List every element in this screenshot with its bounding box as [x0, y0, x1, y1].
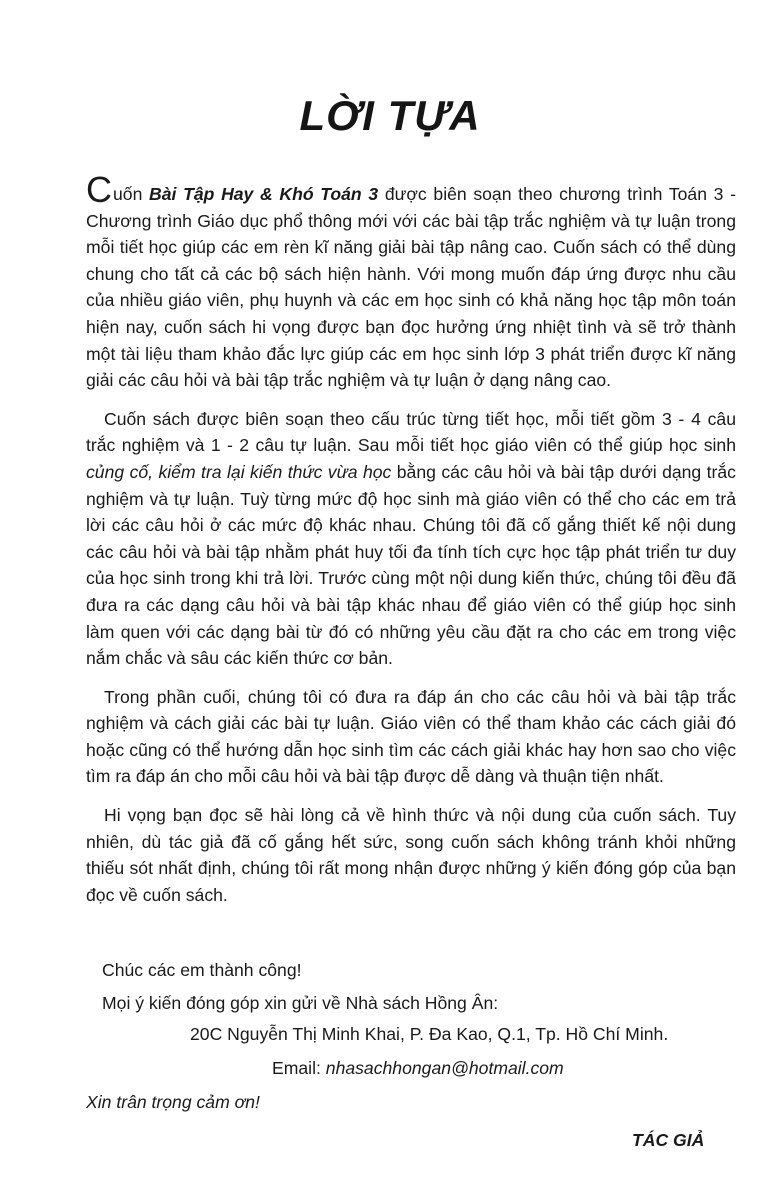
paragraph-2-lead: Cuốn sách được biên soạn theo cấu trúc từng tiết học, mỗi tiết gồm 3 - 4 câu trắc nghiệm và 1 - 2 câu tự luận. Sau mỗi tiết học giáo viên có thể giúp học sinh [86, 408, 736, 456]
paragraph-2 [86, 406, 736, 672]
thanks-line: Xin trân trọng cảm ơn! [86, 1092, 260, 1112]
paragraph-1-rest: được biên soạn theo chương trình Toán 3 - Chương trình Giáo dục phổ thông mới với các bài tập trắc nghiệm và tự luận trong mỗi tiết học giúp các em rèn kĩ năng giải bài tập nâng cao. Cuốn sách có thể dùng chung cho tất cả các bộ sách hiện hành. Với mong muốn đáp ứng được nhu cầu của nhiều giáo viên, phụ huynh và các em học sinh có khả năng học tập môn toán hiện nay, cuốn sách hi vọng được bạn đọc hưởng ứng nhiệt tình và sẽ trở thành một tài liệu tham khảo đắc lực giúp các em học sinh lớp 3 phát triển được kĩ năng giải các câu hỏi và bài tập trắc nghiệm và tự luận ở dạng nâng cao. [86, 184, 736, 391]
email-address: nhasachhongan@hotmail.com [325, 1058, 564, 1078]
email-label: Email: [272, 1058, 326, 1078]
paragraph-1 [86, 169, 736, 394]
feedback-line: Mọi ý kiến đóng góp xin gửi về Nhà sách Hồng Ân: [102, 993, 499, 1013]
drop-cap: C [86, 169, 112, 210]
paragraph-4-text: Hi vọng bạn đọc sẽ hài lòng cả về hình thức và nội dung của cuốn sách. Tuy nhiên, dù tác giả đã cố gắng hết sức, song cuốn sách không tránh khỏi những thiếu sót nhất định, chúng tôi rất mong nhận được những ý kiến đóng góp của bạn đọc về cuốn sách. [86, 805, 736, 905]
book-title: Bài Tập Hay & Khó Toán 3 [149, 184, 379, 204]
page-title: LỜI TỰA [299, 92, 481, 139]
paragraph-3-text: Trong phần cuối, chúng tôi có đưa ra đáp án cho các câu hỏi và bài tập trắc nghiệm và cách giải các bài tự luận. Giáo viên có thể tham khảo các cách giải đó hoặc cũng có thể hướng dẫn học sinh tìm các cách giải khác hay hơn sao cho việc tìm ra đáp án cho mỗi câu hỏi và bài tập được dễ dàng và thuận tiện nhất. [86, 686, 736, 787]
paragraph-1-lead: uốn [113, 184, 150, 204]
author-signature: TÁC GIẢ [632, 1130, 705, 1150]
paragraph-2-italic: củng cố, kiểm tra lại kiến thức vừa học [86, 461, 392, 482]
paragraph-4 [86, 802, 736, 908]
preface-body [86, 169, 736, 908]
email-line [272, 1058, 780, 1079]
closing-wish: Chúc các em thành công! [102, 960, 302, 980]
paragraph-2-rest: bằng các câu hỏi và bài tập dưới dạng trắc nghiệm và tự luận. Tuỳ từng mức độ học sinh mà giáo viên có thể cho các em trả lời các câu hỏi ở các mức độ khác nhau. Chúng tôi đã cố gắng thiết kế nội dung các câu hỏi và bài tập nhằm phát huy tối đa tính tích cực học tập phát triển tư duy của học sinh trong khi trả lời. Trước cùng một nội dung kiến thức, chúng tôi đều đã đưa ra các dạng câu hỏi và bài tập khác nhau để giáo viên có thể giúp học sinh làm quen với các dạng bài từ đó có những yêu cầu đặt ra cho các em trong việc nắm chắc và sâu các kiến thức cơ bản. [86, 461, 736, 669]
address-line: 20C Nguyễn Thị Minh Khai, P. Đa Kao, Q.1, Tp. Hồ Chí Minh. [190, 1024, 669, 1044]
paragraph-3 [86, 684, 736, 790]
